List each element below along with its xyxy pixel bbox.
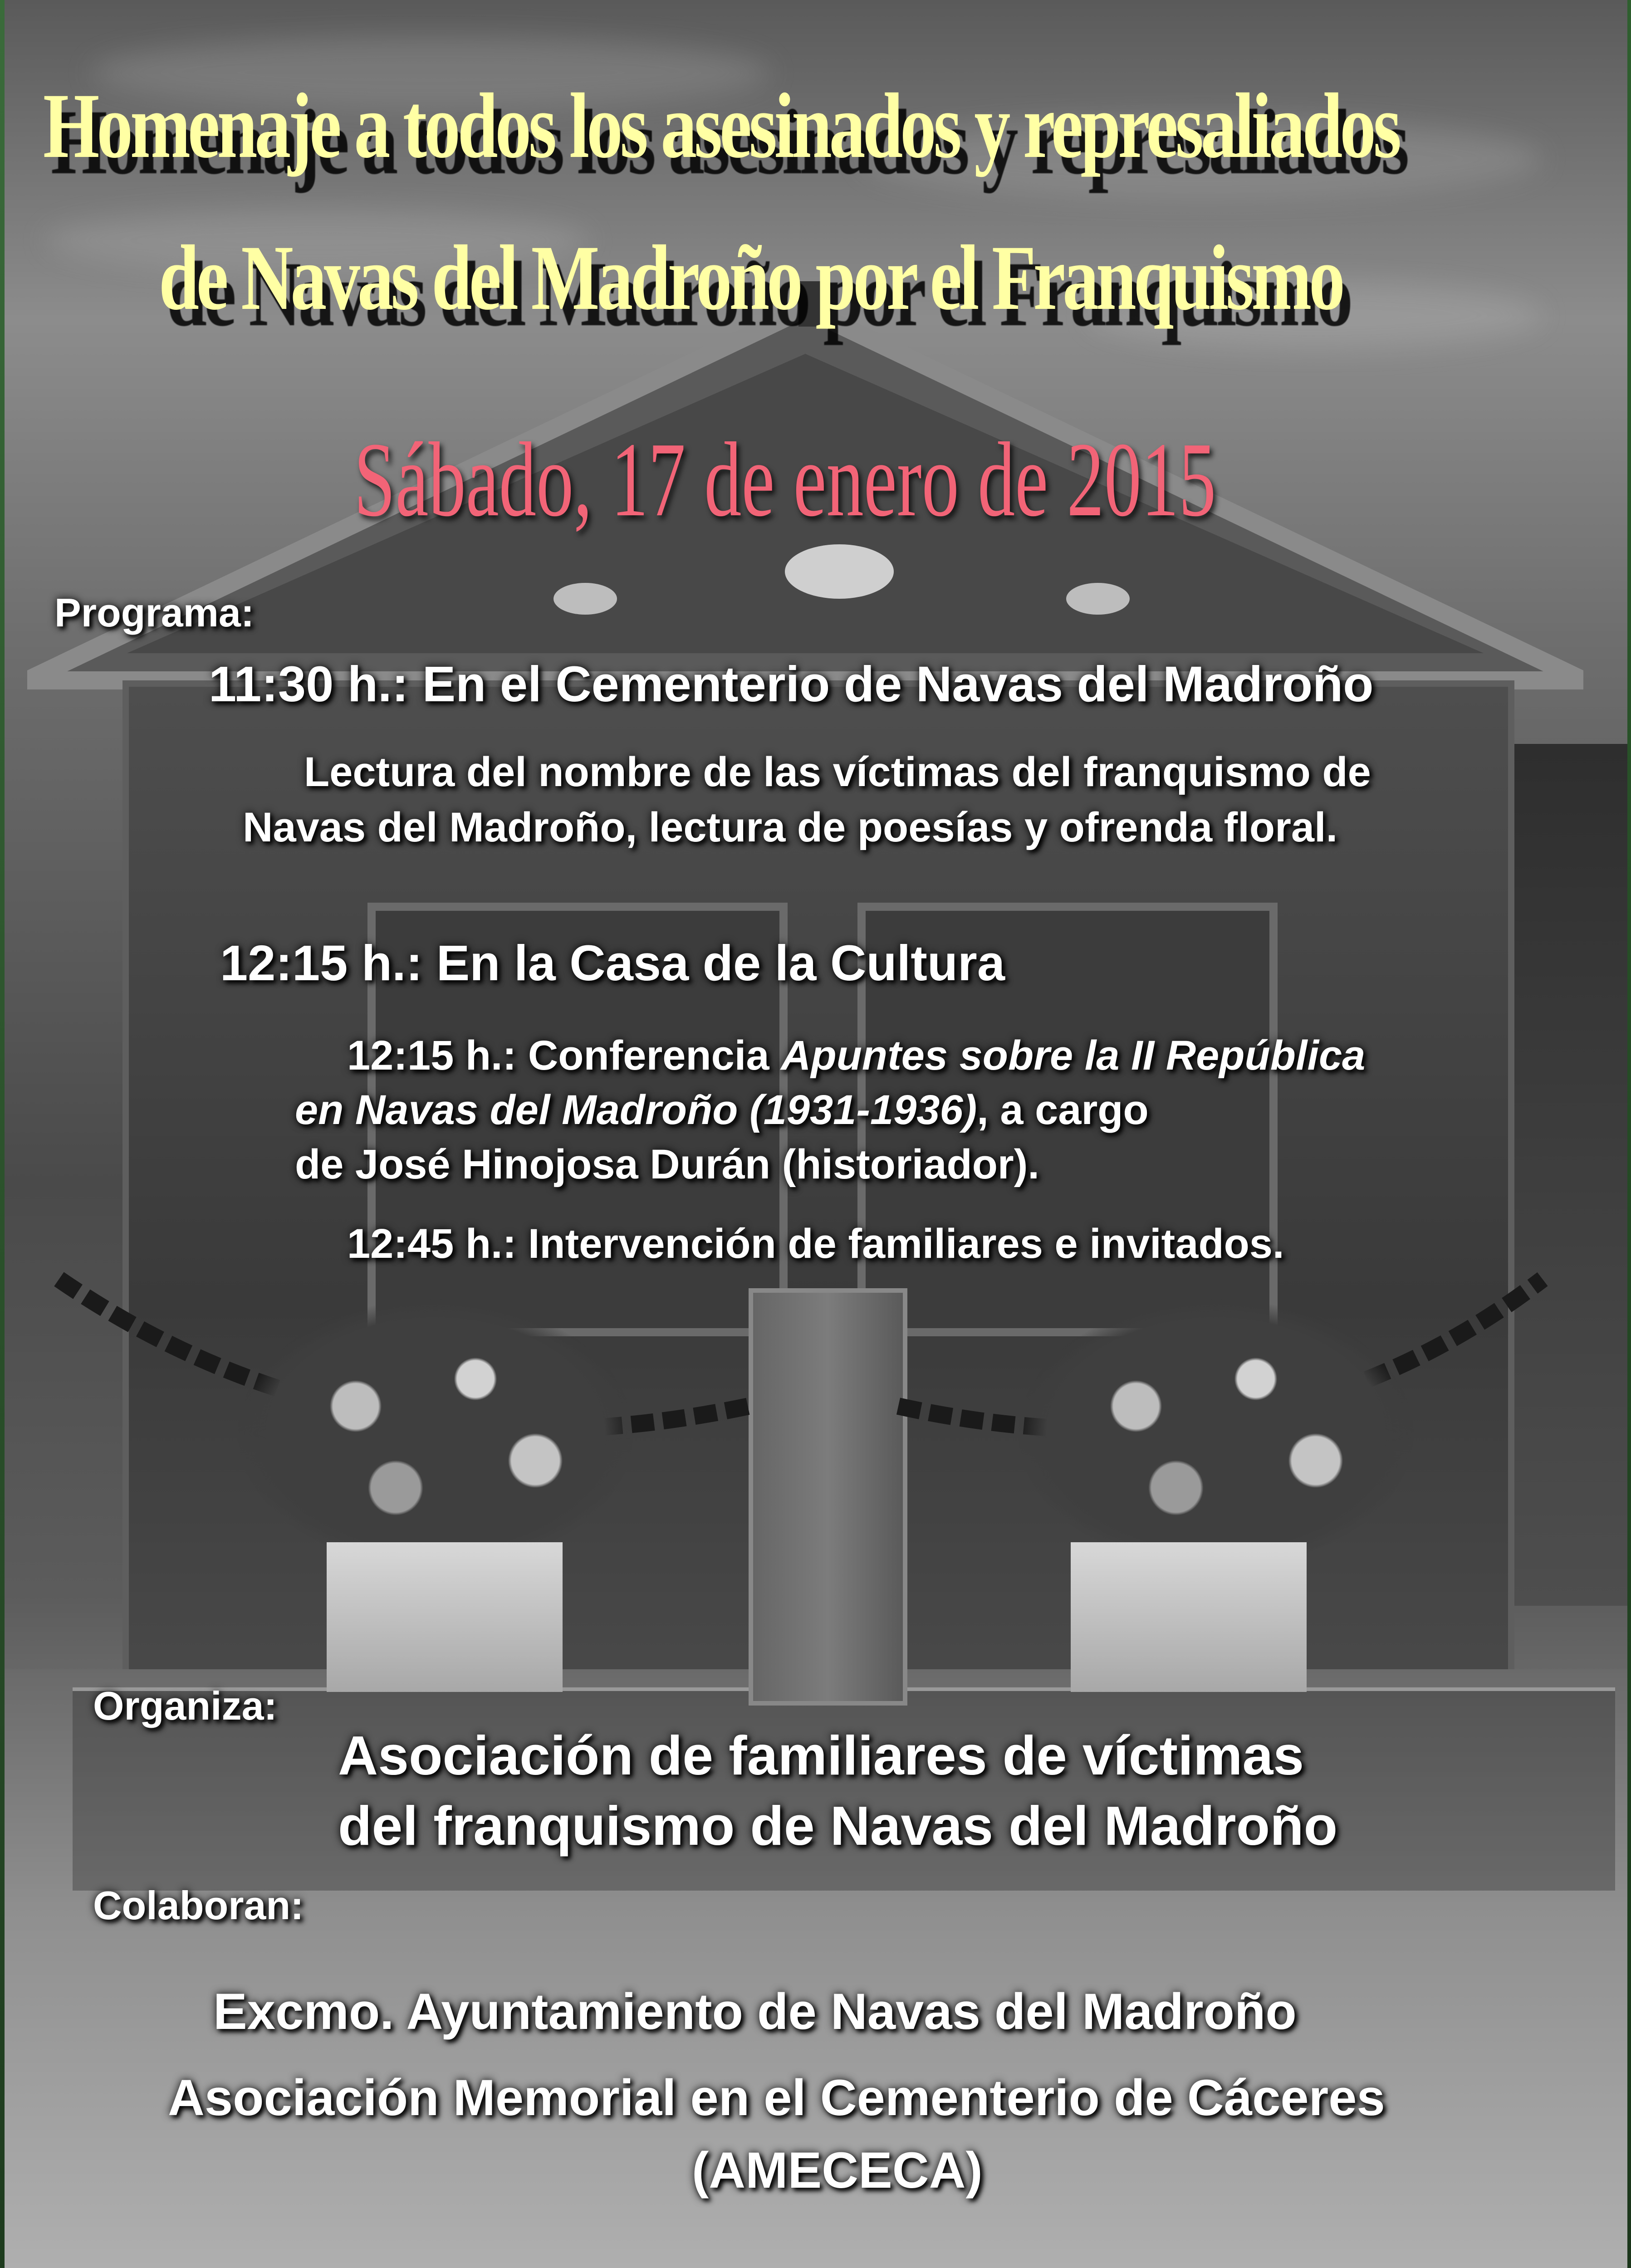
conference-suffix: , a cargo [977, 1087, 1149, 1133]
organiza-line2: del franquismo de Navas del Madroño [338, 1795, 1338, 1857]
intervention-line: 12:45 h.: Intervención de familiares e invitados. [347, 1221, 1284, 1267]
colaboran-heading: Colaboran: [93, 1883, 304, 1928]
colaborador-amececa-line2: (AMECECA) [692, 2142, 983, 2199]
colaborador-ayuntamiento: Excmo. Ayuntamiento de Navas del Madroño [213, 1983, 1297, 2040]
conference-prefix: 12:15 h.: Conferencia [347, 1032, 781, 1079]
title-line-1: Homenaje a todos los asesinados y represaliados [43, 74, 1399, 177]
conference-title-part1: Apuntes sobre la II República [781, 1032, 1366, 1079]
colaborador-amececa-line1: Asociación Memorial en el Cementerio de Cáceres [168, 2069, 1385, 2126]
organiza-line1: Asociación de familiares de víctimas [338, 1725, 1304, 1786]
event1-time-place: 11:30 h.: En el Cementerio de Navas del Madroño [209, 656, 1374, 712]
conference-line2 [295, 1086, 1149, 1134]
organiza-heading: Organiza: [93, 1683, 277, 1728]
event-date: Sábado, 17 de enero de 2015 [354, 420, 1216, 538]
event1-desc-line1: Lectura del nombre de las víctimas del franquismo de [304, 749, 1371, 795]
conference-line3: de José Hinojosa Durán (historiador). [295, 1141, 1039, 1188]
programa-heading: Programa: [54, 590, 255, 635]
event1-desc-line2: Navas del Madroño, lectura de poesías y ofrenda floral. [243, 804, 1338, 850]
flowers-right [1016, 1297, 1415, 1569]
flower-pot-left [327, 1542, 563, 1692]
flowers-left [236, 1297, 635, 1569]
event2-time-place: 12:15 h.: En la Casa de la Cultura [220, 935, 1005, 991]
title-line-2: de Navas del Madroño por el Franquismo [159, 226, 1342, 329]
conference-title-part2: en Navas del Madroño (1931-1936) [295, 1087, 977, 1133]
flower-pot-right [1071, 1542, 1307, 1692]
conference-line1 [347, 1032, 1365, 1080]
